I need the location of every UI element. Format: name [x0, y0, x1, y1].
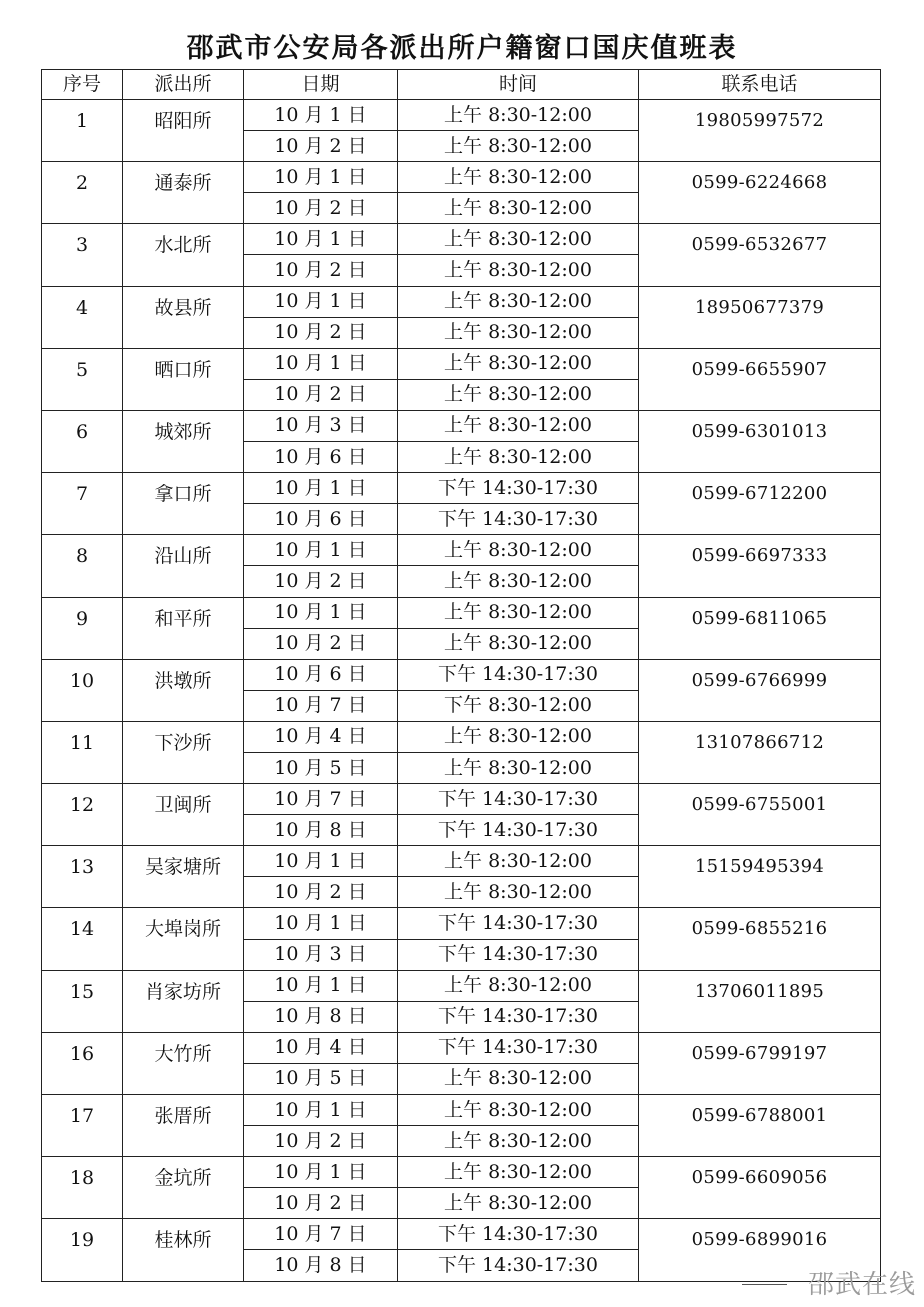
- duty-date: 10 月 7 日: [244, 1219, 398, 1250]
- station-name: 水北所: [123, 224, 244, 286]
- row-number: 2: [42, 162, 123, 224]
- duty-date: 10 月 2 日: [244, 131, 398, 162]
- contact-phone: 13706011895: [639, 970, 881, 1032]
- watermark-logo-text: 邵武在线: [807, 1270, 916, 1300]
- duty-date: 10 月 1 日: [244, 597, 398, 628]
- row-number: 9: [42, 597, 123, 659]
- row-number: 4: [42, 286, 123, 348]
- table-row: [42, 535, 881, 566]
- table-row: [42, 286, 881, 317]
- row-number: 18: [42, 1157, 123, 1219]
- row-number: 5: [42, 348, 123, 410]
- row-number: 16: [42, 1032, 123, 1094]
- duty-time: 上午 8:30-12:00: [398, 224, 639, 255]
- table-row: [42, 846, 881, 877]
- station-name: 沿山所: [123, 535, 244, 597]
- duty-date: 10 月 2 日: [244, 255, 398, 286]
- duty-date: 10 月 7 日: [244, 690, 398, 721]
- duty-time: 上午 8:30-12:00: [398, 752, 639, 783]
- contact-phone: 0599-6301013: [639, 410, 881, 472]
- duty-date: 10 月 1 日: [244, 908, 398, 939]
- table-row: [42, 970, 881, 1001]
- duty-date: 10 月 1 日: [244, 348, 398, 379]
- duty-date: 10 月 6 日: [244, 442, 398, 473]
- station-name: 肖家坊所: [123, 970, 244, 1032]
- table-row: [42, 721, 881, 752]
- contact-phone: 0599-6532677: [639, 224, 881, 286]
- duty-date: 10 月 2 日: [244, 317, 398, 348]
- duty-date: 10 月 1 日: [244, 1157, 398, 1188]
- station-name: 晒口所: [123, 348, 244, 410]
- duty-time: 下午 14:30-17:30: [398, 473, 639, 504]
- duty-time: 上午 8:30-12:00: [398, 131, 639, 162]
- duty-date: 10 月 2 日: [244, 877, 398, 908]
- duty-time: 上午 8:30-12:00: [398, 442, 639, 473]
- row-number: 6: [42, 410, 123, 472]
- duty-time: 上午 8:30-12:00: [398, 1188, 639, 1219]
- duty-date: 10 月 2 日: [244, 1126, 398, 1157]
- header-row: [42, 70, 881, 100]
- duty-date: 10 月 6 日: [244, 659, 398, 690]
- station-name: 和平所: [123, 597, 244, 659]
- duty-date: 10 月 1 日: [244, 535, 398, 566]
- row-number: 8: [42, 535, 123, 597]
- table-row: [42, 1095, 881, 1126]
- table-row: [42, 348, 881, 379]
- table-row: [42, 473, 881, 504]
- header-date: 日期: [244, 70, 398, 100]
- duty-time: 下午 14:30-17:30: [398, 1032, 639, 1063]
- row-number: 7: [42, 473, 123, 535]
- contact-phone: 13107866712: [639, 721, 881, 783]
- duty-date: 10 月 2 日: [244, 379, 398, 410]
- duty-time: 下午 14:30-17:30: [398, 784, 639, 815]
- duty-date: 10 月 6 日: [244, 504, 398, 535]
- duty-date: 10 月 1 日: [244, 846, 398, 877]
- station-name: 卫闽所: [123, 784, 244, 846]
- duty-time: 下午 14:30-17:30: [398, 504, 639, 535]
- duty-time: 上午 8:30-12:00: [398, 1063, 639, 1094]
- contact-phone: 19805997572: [639, 100, 881, 162]
- table-row: [42, 1157, 881, 1188]
- station-name: 下沙所: [123, 721, 244, 783]
- station-name: 吴家塘所: [123, 846, 244, 908]
- table-row: [42, 162, 881, 193]
- row-number: 13: [42, 846, 123, 908]
- row-number: 14: [42, 908, 123, 970]
- contact-phone: 0599-6224668: [639, 162, 881, 224]
- duty-time: 下午 14:30-17:30: [398, 815, 639, 846]
- row-number: 1: [42, 100, 123, 162]
- duty-time: 下午 14:30-17:30: [398, 908, 639, 939]
- station-name: 大竹所: [123, 1032, 244, 1094]
- station-name: 故县所: [123, 286, 244, 348]
- table-row: [42, 1219, 881, 1250]
- duty-time: 上午 8:30-12:00: [398, 846, 639, 877]
- duty-date: 10 月 1 日: [244, 162, 398, 193]
- duty-time: 下午 14:30-17:30: [398, 939, 639, 970]
- duty-date: 10 月 8 日: [244, 1001, 398, 1032]
- contact-phone: 15159495394: [639, 846, 881, 908]
- contact-phone: 0599-6799197: [639, 1032, 881, 1094]
- station-name: 通泰所: [123, 162, 244, 224]
- duty-date: 10 月 5 日: [244, 1063, 398, 1094]
- duty-time: 上午 8:30-12:00: [398, 1126, 639, 1157]
- duty-time: 上午 8:30-12:00: [398, 348, 639, 379]
- duty-date: 10 月 1 日: [244, 286, 398, 317]
- row-number: 3: [42, 224, 123, 286]
- duty-time: 上午 8:30-12:00: [398, 193, 639, 224]
- contact-phone: 0599-6788001: [639, 1095, 881, 1157]
- duty-time: 上午 8:30-12:00: [398, 317, 639, 348]
- duty-time: 上午 8:30-12:00: [398, 255, 639, 286]
- contact-phone: 0599-6811065: [639, 597, 881, 659]
- station-name: 洪墩所: [123, 659, 244, 721]
- table-row: [42, 597, 881, 628]
- table-body: [42, 100, 881, 1282]
- duty-time: 上午 8:30-12:00: [398, 1095, 639, 1126]
- row-number: 17: [42, 1095, 123, 1157]
- duty-time: 上午 8:30-12:00: [398, 410, 639, 441]
- contact-phone: 18950677379: [639, 286, 881, 348]
- duty-date: 10 月 3 日: [244, 939, 398, 970]
- duty-date: 10 月 1 日: [244, 473, 398, 504]
- page-title: 邵武市公安局各派出所户籍窗口国庆值班表: [186, 33, 738, 64]
- station-name: 大埠岗所: [123, 908, 244, 970]
- duty-date: 10 月 2 日: [244, 193, 398, 224]
- duty-time: 上午 8:30-12:00: [398, 628, 639, 659]
- duty-date: 10 月 1 日: [244, 1095, 398, 1126]
- table-row: [42, 784, 881, 815]
- table-row: [42, 1032, 881, 1063]
- duty-date: 10 月 2 日: [244, 566, 398, 597]
- table-row: [42, 908, 881, 939]
- duty-time: 上午 8:30-12:00: [398, 597, 639, 628]
- duty-date: 10 月 4 日: [244, 1032, 398, 1063]
- table-row: [42, 224, 881, 255]
- duty-time: 上午 8:30-12:00: [398, 379, 639, 410]
- table-row: [42, 410, 881, 441]
- duty-date: 10 月 5 日: [244, 752, 398, 783]
- duty-time: 下午 8:30-12:00: [398, 690, 639, 721]
- duty-time: 下午 14:30-17:30: [398, 1001, 639, 1032]
- station-name: 昭阳所: [123, 100, 244, 162]
- station-name: 金坑所: [123, 1157, 244, 1219]
- duty-date: 10 月 8 日: [244, 815, 398, 846]
- station-name: 城郊所: [123, 410, 244, 472]
- watermark-rule: [742, 1284, 787, 1285]
- duty-time: 上午 8:30-12:00: [398, 877, 639, 908]
- row-number: 19: [42, 1219, 123, 1281]
- duty-time: 下午 14:30-17:30: [398, 1250, 639, 1281]
- contact-phone: 0599-6899016: [639, 1219, 881, 1281]
- duty-time: 上午 8:30-12:00: [398, 100, 639, 131]
- station-name: 拿口所: [123, 473, 244, 535]
- contact-phone: 0599-6712200: [639, 473, 881, 535]
- header-phone: 联系电话: [639, 70, 881, 100]
- station-name: 张厝所: [123, 1095, 244, 1157]
- station-name: 桂林所: [123, 1219, 244, 1281]
- duty-time: 上午 8:30-12:00: [398, 162, 639, 193]
- duty-time: 下午 14:30-17:30: [398, 659, 639, 690]
- header-time: 时间: [398, 70, 639, 100]
- duty-date: 10 月 2 日: [244, 628, 398, 659]
- duty-time: 上午 8:30-12:00: [398, 535, 639, 566]
- duty-time: 上午 8:30-12:00: [398, 286, 639, 317]
- duty-date: 10 月 7 日: [244, 784, 398, 815]
- duty-time: 上午 8:30-12:00: [398, 970, 639, 1001]
- row-number: 11: [42, 721, 123, 783]
- duty-date: 10 月 4 日: [244, 721, 398, 752]
- duty-time: 上午 8:30-12:00: [398, 721, 639, 752]
- contact-phone: 0599-6609056: [639, 1157, 881, 1219]
- table-row: [42, 100, 881, 131]
- contact-phone: 0599-6855216: [639, 908, 881, 970]
- row-number: 10: [42, 659, 123, 721]
- duty-date: 10 月 3 日: [244, 410, 398, 441]
- header-station: 派出所: [123, 70, 244, 100]
- duty-date: 10 月 2 日: [244, 1188, 398, 1219]
- duty-time: 上午 8:30-12:00: [398, 566, 639, 597]
- duty-date: 10 月 1 日: [244, 970, 398, 1001]
- table-header: [42, 70, 881, 100]
- duty-date: 10 月 1 日: [244, 100, 398, 131]
- duty-time: 上午 8:30-12:00: [398, 1157, 639, 1188]
- table-row: [42, 659, 881, 690]
- duty-date: 10 月 8 日: [244, 1250, 398, 1281]
- contact-phone: 0599-6655907: [639, 348, 881, 410]
- row-number: 15: [42, 970, 123, 1032]
- duty-time: 下午 14:30-17:30: [398, 1219, 639, 1250]
- header-no: 序号: [42, 70, 123, 100]
- contact-phone: 0599-6697333: [639, 535, 881, 597]
- duty-date: 10 月 1 日: [244, 224, 398, 255]
- contact-phone: 0599-6755001: [639, 784, 881, 846]
- duty-schedule-table: [41, 69, 881, 1282]
- contact-phone: 0599-6766999: [639, 659, 881, 721]
- row-number: 12: [42, 784, 123, 846]
